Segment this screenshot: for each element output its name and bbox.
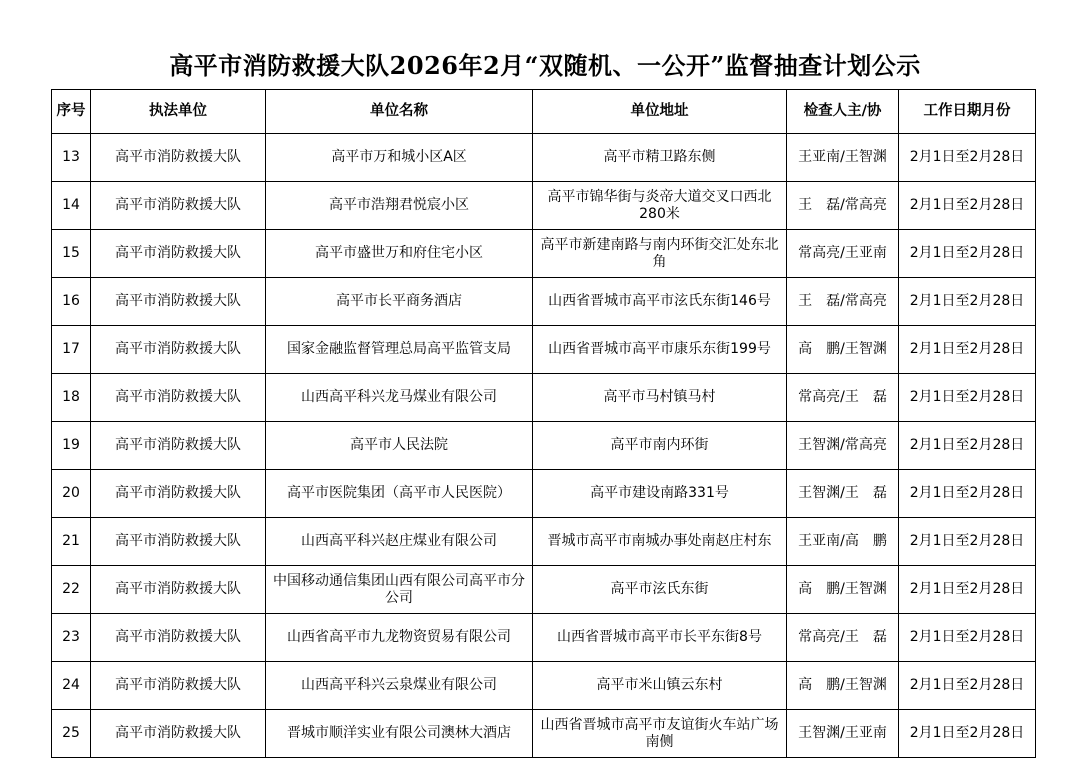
cell-inspector: 高 鹏/王智渊 bbox=[787, 566, 899, 614]
cell-inspector: 王亚南/高 鹏 bbox=[787, 518, 899, 566]
cell-enforcement-unit: 高平市消防救援大队 bbox=[91, 662, 266, 710]
cell-unit-name: 国家金融监督管理总局高平监管支局 bbox=[266, 326, 533, 374]
cell-enforcement-unit: 高平市消防救援大队 bbox=[91, 134, 266, 182]
cell-enforcement-unit: 高平市消防救援大队 bbox=[91, 278, 266, 326]
header-unit: 执法单位 bbox=[91, 90, 266, 134]
header-address: 单位地址 bbox=[533, 90, 787, 134]
cell-inspector: 王亚南/王智渊 bbox=[787, 134, 899, 182]
cell-inspector: 王 磊/常高亮 bbox=[787, 182, 899, 230]
inspection-plan-table bbox=[51, 89, 1036, 758]
cell-work-date: 2月1日至2月28日 bbox=[899, 470, 1036, 518]
cell-unit-address: 山西省晋城市高平市泫氏东街146号 bbox=[533, 278, 787, 326]
cell-work-date: 2月1日至2月28日 bbox=[899, 422, 1036, 470]
table-row bbox=[52, 278, 1036, 326]
table-row bbox=[52, 518, 1036, 566]
cell-work-date: 2月1日至2月28日 bbox=[899, 662, 1036, 710]
cell-enforcement-unit: 高平市消防救援大队 bbox=[91, 518, 266, 566]
cell-no: 13 bbox=[52, 134, 91, 182]
cell-inspector: 王 磊/常高亮 bbox=[787, 278, 899, 326]
cell-no: 14 bbox=[52, 182, 91, 230]
table-row bbox=[52, 326, 1036, 374]
cell-no: 20 bbox=[52, 470, 91, 518]
cell-unit-name: 高平市医院集团（高平市人民医院） bbox=[266, 470, 533, 518]
header-row bbox=[52, 90, 1036, 134]
cell-enforcement-unit: 高平市消防救援大队 bbox=[91, 614, 266, 662]
cell-unit-address: 高平市建设南路331号 bbox=[533, 470, 787, 518]
cell-unit-name: 山西高平科兴赵庄煤业有限公司 bbox=[266, 518, 533, 566]
cell-unit-address: 高平市马村镇马村 bbox=[533, 374, 787, 422]
cell-no: 17 bbox=[52, 326, 91, 374]
cell-no: 19 bbox=[52, 422, 91, 470]
cell-enforcement-unit: 高平市消防救援大队 bbox=[91, 710, 266, 758]
cell-unit-name: 山西高平科兴云泉煤业有限公司 bbox=[266, 662, 533, 710]
table-row bbox=[52, 614, 1036, 662]
table-body bbox=[52, 134, 1036, 758]
header-name: 单位名称 bbox=[266, 90, 533, 134]
cell-enforcement-unit: 高平市消防救援大队 bbox=[91, 326, 266, 374]
cell-unit-address: 晋城市高平市南城办事处南赵庄村东 bbox=[533, 518, 787, 566]
cell-work-date: 2月1日至2月28日 bbox=[899, 566, 1036, 614]
cell-enforcement-unit: 高平市消防救援大队 bbox=[91, 422, 266, 470]
cell-unit-name: 山西高平科兴龙马煤业有限公司 bbox=[266, 374, 533, 422]
cell-no: 15 bbox=[52, 230, 91, 278]
cell-unit-address: 高平市米山镇云东村 bbox=[533, 662, 787, 710]
cell-inspector: 王智渊/王亚南 bbox=[787, 710, 899, 758]
cell-no: 18 bbox=[52, 374, 91, 422]
cell-inspector: 常高亮/王 磊 bbox=[787, 614, 899, 662]
document-title: 高平市消防救援大队2026年2月“双随机、一公开”监督抽查计划公示 bbox=[169, 51, 921, 80]
cell-inspector: 高 鹏/王智渊 bbox=[787, 662, 899, 710]
cell-inspector: 王智渊/王 磊 bbox=[787, 470, 899, 518]
cell-unit-name: 中国移动通信集团山西有限公司高平市分公司 bbox=[266, 566, 533, 614]
cell-unit-name: 高平市盛世万和府住宅小区 bbox=[266, 230, 533, 278]
cell-no: 23 bbox=[52, 614, 91, 662]
cell-inspector: 常高亮/王 磊 bbox=[787, 374, 899, 422]
header-inspector: 检查人主/协 bbox=[787, 90, 899, 134]
cell-work-date: 2月1日至2月28日 bbox=[899, 230, 1036, 278]
cell-unit-address: 高平市南内环街 bbox=[533, 422, 787, 470]
header-date: 工作日期月份 bbox=[899, 90, 1036, 134]
cell-work-date: 2月1日至2月28日 bbox=[899, 326, 1036, 374]
cell-unit-name: 高平市人民法院 bbox=[266, 422, 533, 470]
cell-unit-address: 高平市泫氏东街 bbox=[533, 566, 787, 614]
cell-unit-address: 高平市锦华街与炎帝大道交叉口西北280米 bbox=[533, 182, 787, 230]
cell-work-date: 2月1日至2月28日 bbox=[899, 182, 1036, 230]
cell-unit-address: 山西省晋城市高平市友谊街火车站广场南侧 bbox=[533, 710, 787, 758]
table-row bbox=[52, 182, 1036, 230]
table-header bbox=[52, 90, 1036, 134]
cell-enforcement-unit: 高平市消防救援大队 bbox=[91, 230, 266, 278]
table-row bbox=[52, 374, 1036, 422]
cell-enforcement-unit: 高平市消防救援大队 bbox=[91, 182, 266, 230]
cell-no: 21 bbox=[52, 518, 91, 566]
cell-unit-name: 高平市长平商务酒店 bbox=[266, 278, 533, 326]
cell-unit-address: 山西省晋城市高平市长平东街8号 bbox=[533, 614, 787, 662]
cell-unit-name: 晋城市顺洋实业有限公司澳林大酒店 bbox=[266, 710, 533, 758]
table-row bbox=[52, 662, 1036, 710]
table-row bbox=[52, 422, 1036, 470]
table-row bbox=[52, 710, 1036, 758]
cell-unit-name: 高平市浩翔君悦宸小区 bbox=[266, 182, 533, 230]
table-row bbox=[52, 566, 1036, 614]
cell-no: 24 bbox=[52, 662, 91, 710]
cell-no: 25 bbox=[52, 710, 91, 758]
cell-unit-address: 高平市新建南路与南内环街交汇处东北角 bbox=[533, 230, 787, 278]
cell-work-date: 2月1日至2月28日 bbox=[899, 518, 1036, 566]
cell-inspector: 王智渊/常高亮 bbox=[787, 422, 899, 470]
cell-unit-name: 山西省高平市九龙物资贸易有限公司 bbox=[266, 614, 533, 662]
header-no: 序号 bbox=[52, 90, 91, 134]
cell-work-date: 2月1日至2月28日 bbox=[899, 374, 1036, 422]
cell-unit-address: 高平市精卫路东侧 bbox=[533, 134, 787, 182]
cell-inspector: 常高亮/王亚南 bbox=[787, 230, 899, 278]
cell-work-date: 2月1日至2月28日 bbox=[899, 278, 1036, 326]
cell-no: 16 bbox=[52, 278, 91, 326]
cell-work-date: 2月1日至2月28日 bbox=[899, 710, 1036, 758]
cell-work-date: 2月1日至2月28日 bbox=[899, 614, 1036, 662]
cell-inspector: 高 鹏/王智渊 bbox=[787, 326, 899, 374]
cell-unit-name: 高平市万和城小区A区 bbox=[266, 134, 533, 182]
table-row bbox=[52, 230, 1036, 278]
cell-unit-address: 山西省晋城市高平市康乐东街199号 bbox=[533, 326, 787, 374]
cell-enforcement-unit: 高平市消防救援大队 bbox=[91, 374, 266, 422]
cell-enforcement-unit: 高平市消防救援大队 bbox=[91, 566, 266, 614]
cell-no: 22 bbox=[52, 566, 91, 614]
table-row bbox=[52, 470, 1036, 518]
table-row bbox=[52, 134, 1036, 182]
cell-enforcement-unit: 高平市消防救援大队 bbox=[91, 470, 266, 518]
cell-work-date: 2月1日至2月28日 bbox=[899, 134, 1036, 182]
